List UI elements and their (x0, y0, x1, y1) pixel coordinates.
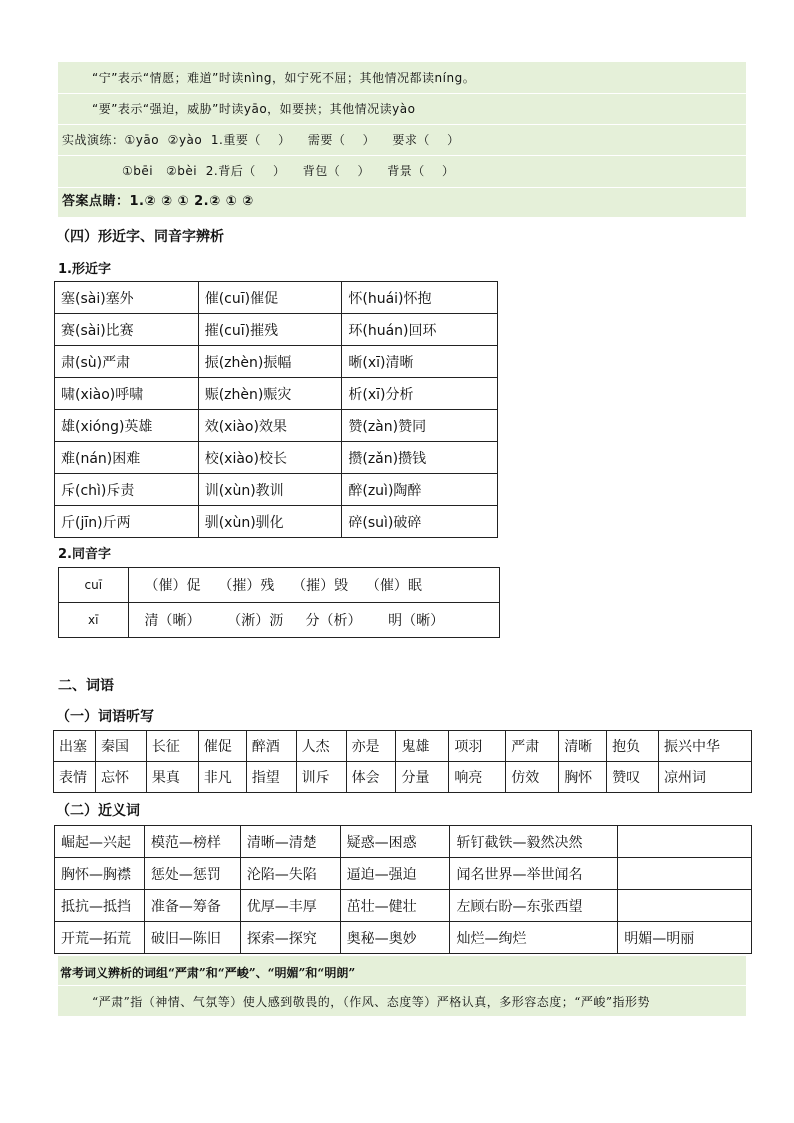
similar-char-cell: 训(xùn)教训 (198, 474, 342, 506)
practice-line-1: 实战演练：①yāo ②yào 1.重要（ ） 需要（ ） 要求（ ） (62, 133, 460, 147)
synonym-pair-cell: 优厚—丰厚 (240, 890, 340, 922)
similar-char-cell: 醉(zuì)陶醉 (342, 474, 498, 506)
similar-char-cell: 析(xī)分析 (342, 378, 498, 410)
similar-char-cell: 斥(chì)斥责 (55, 474, 199, 506)
synonym-pair-cell (618, 858, 752, 890)
table-row (59, 603, 500, 638)
similar-char-cell: 怀(huái)怀抱 (342, 282, 498, 314)
dictation-word-cell: 抱负 (607, 731, 659, 762)
homophone-words: 清（晰） （淅）沥 分（析） 明（晰） (128, 603, 499, 638)
dictation-word-cell: 忘怀 (95, 762, 146, 793)
dictation-word-cell: 凉州词 (659, 762, 752, 793)
synonym-pair-cell: 破旧—陈旧 (144, 922, 240, 954)
synonym-pair-cell (618, 890, 752, 922)
synonym-pair-cell: 清晰—清楚 (240, 826, 340, 858)
homophone-table (58, 567, 500, 638)
table-row (55, 346, 498, 378)
dictation-word-cell: 仿效 (506, 762, 559, 793)
similar-char-cell: 啸(xiào)呼啸 (55, 378, 199, 410)
synonym-pair-cell: 开荒—拓荒 (55, 922, 145, 954)
similar-char-cell: 环(huán)回环 (342, 314, 498, 346)
synonym-pair-cell: 闻名世界—举世闻名 (450, 858, 618, 890)
listen-write-title: （一）词语听写 (56, 709, 154, 725)
synonym-pair-cell: 崛起—兴起 (55, 826, 145, 858)
answer-line: 答案点睛：1.② ② ① 2.② ① ② (62, 194, 254, 209)
table-row (55, 890, 752, 922)
dictation-word-cell: 催促 (198, 731, 246, 762)
homophone-title: 2.同音字 (58, 547, 111, 562)
dictation-word-cell: 清晰 (559, 731, 607, 762)
dictation-word-cell: 秦国 (95, 731, 146, 762)
similar-chars-table (54, 281, 498, 538)
similar-char-cell: 效(xiào)效果 (198, 410, 342, 442)
synonym-pair-cell: 惩处—惩罚 (144, 858, 240, 890)
similar-char-cell: 校(xiào)校长 (198, 442, 342, 474)
section2-title: 二、词语 (58, 678, 114, 694)
dictation-word-cell: 体会 (346, 762, 396, 793)
similar-char-cell: 赞(zàn)赞同 (342, 410, 498, 442)
table-row (55, 506, 498, 538)
similar-char-cell: 晰(xī)清晰 (342, 346, 498, 378)
similar-char-cell: 赛(sài)比赛 (55, 314, 199, 346)
dictation-word-cell: 严肃 (506, 731, 559, 762)
table-row (55, 474, 498, 506)
synonym-pair-cell: 奥秘—奥妙 (340, 922, 450, 954)
dictation-word-cell: 非凡 (198, 762, 246, 793)
table-row (55, 378, 498, 410)
table-row (59, 568, 500, 603)
synonym-pair-cell: 左顾右盼—东张西望 (450, 890, 618, 922)
dictation-word-cell: 出塞 (54, 731, 96, 762)
dictation-word-cell: 项羽 (449, 731, 506, 762)
similar-chars-title: 1.形近字 (58, 262, 111, 277)
table-row (55, 442, 498, 474)
table-row (55, 826, 752, 858)
synonym-pair-cell: 沦陷—失陷 (240, 858, 340, 890)
synonym-pair-cell: 抵抗—抵挡 (55, 890, 145, 922)
dictation-word-cell: 表情 (54, 762, 96, 793)
table-row (55, 282, 498, 314)
similar-char-cell: 摧(cuī)摧残 (198, 314, 342, 346)
synonym-pair-cell: 灿烂—绚烂 (450, 922, 618, 954)
dictation-word-cell: 果真 (146, 762, 198, 793)
similar-char-cell: 塞(sài)塞外 (55, 282, 199, 314)
table-row (54, 731, 752, 762)
table-row (55, 922, 752, 954)
dictation-word-cell: 赞叹 (607, 762, 659, 793)
table-row (54, 762, 752, 793)
synonym-pair-cell: 探索—探究 (240, 922, 340, 954)
synonym-pair-cell: 模范—榜样 (144, 826, 240, 858)
homophone-pinyin: cuī (59, 568, 129, 603)
dictation-word-cell: 人杰 (296, 731, 346, 762)
synonym-pair-cell: 逼迫—强迫 (340, 858, 450, 890)
synonym-pair-cell: 准备—筹备 (144, 890, 240, 922)
similar-char-cell: 斤(jīn)斤两 (55, 506, 199, 538)
dictation-word-cell: 鬼雄 (396, 731, 449, 762)
synonym-pair-cell: 疑惑—困惑 (340, 826, 450, 858)
similar-char-cell: 振(zhèn)振幅 (198, 346, 342, 378)
pron-note-yao: “要”表示“强迫，威胁”时读yāo，如要挟；其他情况读yào (92, 102, 416, 116)
table-row (55, 858, 752, 890)
dictation-word-cell: 振兴中华 (659, 731, 752, 762)
similar-char-cell: 雄(xióng)英雄 (55, 410, 199, 442)
synonym-table (54, 825, 752, 954)
similar-char-cell: 碎(suì)破碎 (342, 506, 498, 538)
similar-char-cell: 肃(sù)严肃 (55, 346, 199, 378)
synonym-title: （二）近义词 (56, 803, 140, 819)
synonym-pair-cell: 斩钉截铁—毅然决然 (450, 826, 618, 858)
similar-char-cell: 催(cuī)催促 (198, 282, 342, 314)
table-row (55, 314, 498, 346)
dictation-word-cell: 分量 (396, 762, 449, 793)
pron-note-ning: “宁”表示“情愿；难道”时读nìng，如宁死不屈；其他情况都读níng。 (92, 71, 476, 85)
synonym-pair-cell: 明媚—明丽 (618, 922, 752, 954)
dictation-word-cell: 指望 (246, 762, 296, 793)
dictation-word-cell: 响亮 (449, 762, 506, 793)
practice-line-2: ①bēi ②bèi 2.背后（ ） 背包（ ） 背景（ ） (122, 164, 455, 178)
similar-char-cell: 攒(zǎn)攒钱 (342, 442, 498, 474)
dictation-word-cell: 醉酒 (246, 731, 296, 762)
word-analysis-text: “严肃”指（神情、气氛等）使人感到敬畏的，（作风、态度等）严格认真，多形容态度；“严峻”指形势 (92, 995, 651, 1009)
dictation-word-cell: 亦是 (346, 731, 396, 762)
section4-title: （四）形近字、同音字辨析 (56, 229, 224, 245)
dictation-word-cell: 胸怀 (559, 762, 607, 793)
table-row (55, 410, 498, 442)
listen-write-table (53, 730, 752, 793)
homophone-words: （催）促 （摧）残 （摧）毁 （催）眠 (128, 568, 499, 603)
synonym-pair-cell: 胸怀—胸襟 (55, 858, 145, 890)
homophone-pinyin: xī (59, 603, 129, 638)
similar-char-cell: 难(nán)困难 (55, 442, 199, 474)
synonym-pair-cell: 茁壮—健壮 (340, 890, 450, 922)
dictation-word-cell: 训斥 (296, 762, 346, 793)
dictation-word-cell: 长征 (146, 731, 198, 762)
synonym-pair-cell (618, 826, 752, 858)
similar-char-cell: 驯(xùn)驯化 (198, 506, 342, 538)
similar-char-cell: 赈(zhèn)赈灾 (198, 378, 342, 410)
word-analysis-title: 常考词义辨析的词组“严肃”和“严峻”、“明媚”和“明朗” (60, 966, 356, 980)
